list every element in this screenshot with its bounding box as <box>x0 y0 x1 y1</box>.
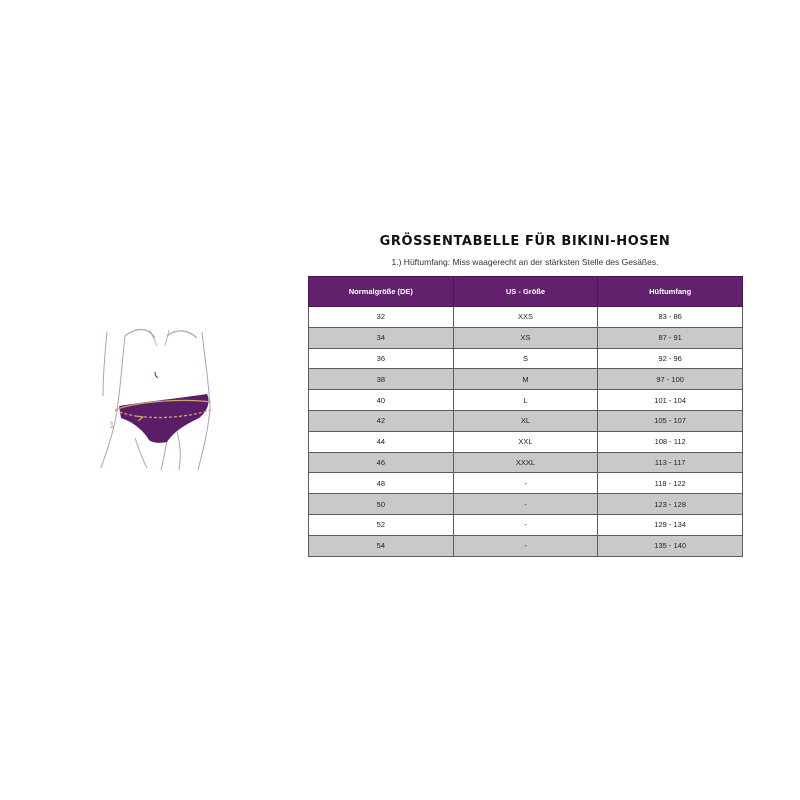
us-size-cell: M <box>453 369 598 390</box>
table-row <box>309 307 743 328</box>
de-size-cell: 50 <box>309 494 454 515</box>
hip-range-cell: 113 - 117 <box>598 452 743 473</box>
hip-range-cell: 83 - 86 <box>598 307 743 328</box>
page-title: GRÖSSENTABELLE FÜR BIKINI-HOSEN <box>379 234 671 249</box>
table-row <box>309 410 743 431</box>
hip-range-cell: 101 - 104 <box>598 390 743 411</box>
de-size-cell: 42 <box>309 410 454 431</box>
hip-range-cell: 105 - 107 <box>598 410 743 431</box>
hip-range-cell: 118 - 122 <box>598 473 743 494</box>
table-row <box>309 431 743 452</box>
measurement-instruction: 1.) Hüftumfang: Miss waagerecht an der stärksten Stelle des Gesäßes. <box>391 257 659 267</box>
us-size-cell: XL <box>453 410 598 431</box>
table-row <box>309 494 743 515</box>
de-size-cell: 32 <box>309 307 454 328</box>
body-illustration <box>95 322 220 472</box>
de-size-cell: 36 <box>309 348 454 369</box>
de-size-cell: 40 <box>309 390 454 411</box>
de-size-cell: 46 <box>309 452 454 473</box>
hip-range-cell: 108 - 112 <box>598 431 743 452</box>
hip-measurement-illustration <box>95 322 220 472</box>
column-header-de-size: Normalgröße (DE) <box>309 277 454 307</box>
us-size-cell: XXS <box>453 307 598 328</box>
table-row <box>309 514 743 535</box>
column-header-us-size: US - Größe <box>453 277 598 307</box>
us-size-cell: XXL <box>453 431 598 452</box>
table-row <box>309 327 743 348</box>
us-size-cell: - <box>453 494 598 515</box>
de-size-cell: 34 <box>309 327 454 348</box>
de-size-cell: 38 <box>309 369 454 390</box>
table-row <box>309 369 743 390</box>
de-size-cell: 44 <box>309 431 454 452</box>
table-row <box>309 535 743 556</box>
hip-range-cell: 123 - 128 <box>598 494 743 515</box>
us-size-cell: XS <box>453 327 598 348</box>
us-size-cell: XXXL <box>453 452 598 473</box>
us-size-cell: - <box>453 514 598 535</box>
hip-range-cell: 135 - 140 <box>598 535 743 556</box>
us-size-cell: - <box>453 535 598 556</box>
table-row <box>309 390 743 411</box>
hip-range-cell: 97 - 100 <box>598 369 743 390</box>
size-table <box>308 276 743 557</box>
hip-range-cell: 129 - 134 <box>598 514 743 535</box>
table-row <box>309 473 743 494</box>
us-size-cell: - <box>453 473 598 494</box>
us-size-cell: S <box>453 348 598 369</box>
hip-range-cell: 87 - 91 <box>598 327 743 348</box>
table-row <box>309 348 743 369</box>
de-size-cell: 48 <box>309 473 454 494</box>
us-size-cell: L <box>453 390 598 411</box>
table-row <box>309 452 743 473</box>
de-size-cell: 52 <box>309 514 454 535</box>
hip-marker-label: 1 <box>109 421 115 431</box>
table-header-row <box>309 277 743 307</box>
hip-range-cell: 92 - 96 <box>598 348 743 369</box>
de-size-cell: 54 <box>309 535 454 556</box>
column-header-hip: Hüftumfang <box>598 277 743 307</box>
